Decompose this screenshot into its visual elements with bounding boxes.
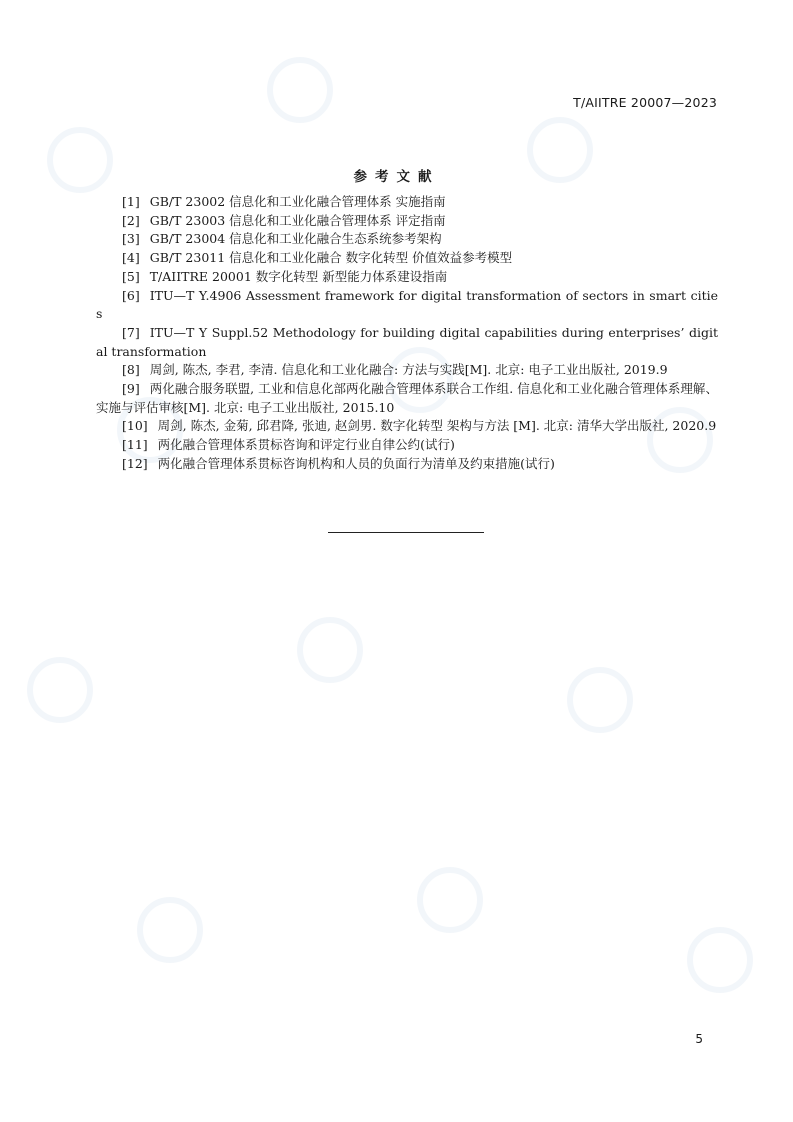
- reference-item: [96, 249, 718, 268]
- reference-text: 周剑, 陈杰, 李君, 李清. 信息化和工业化融合: 方法与实践[M]. 北京: 电子工业出版社, 2019.9: [149, 362, 668, 378]
- reference-number: [3]: [122, 231, 140, 247]
- reference-item: [96, 436, 718, 455]
- reference-text: GB/T 23004 信息化和工业化融合生态系统参考架构: [149, 231, 442, 247]
- reference-text: T/AIITRE 20001 数字化转型 新型能力体系建设指南: [149, 268, 448, 284]
- reference-number: [9]: [122, 381, 140, 397]
- end-rule: [328, 532, 484, 533]
- reference-text: GB/T 23011 信息化和工业化融合 数字化转型 价值效益参考模型: [149, 250, 513, 266]
- reference-item: [96, 417, 718, 436]
- reference-text: GB/T 23002 信息化和工业化融合管理体系 实施指南: [149, 194, 446, 209]
- reference-item: [96, 212, 718, 231]
- reference-list: [96, 193, 718, 474]
- reference-text: GB/T 23003 信息化和工业化融合管理体系 评定指南: [149, 212, 446, 228]
- reference-item: [96, 455, 718, 474]
- reference-number: [2]: [122, 212, 140, 228]
- page-number: 5: [695, 1032, 703, 1046]
- reference-text: 两化融合服务联盟, 工业和信息化部两化融合管理体系联合工作组. 信息化和工业化融合管理体系理解、实施与评估审核[M]. 北京: 电子工业出版社, 2015.10: [96, 381, 718, 415]
- reference-text: ITU—T Y.4906 Assessment framework for digital transformation of sectors in smart cities: [96, 287, 718, 322]
- reference-item: [96, 193, 718, 212]
- reference-number: [8]: [122, 362, 140, 378]
- reference-text: 两化融合管理体系贯标咨询和评定行业自律公约(试行): [157, 437, 455, 453]
- reference-item: [96, 230, 718, 249]
- reference-number: [5]: [122, 268, 140, 284]
- standard-code-header: T/AIITRE 20007—2023: [573, 95, 717, 110]
- reference-item: [96, 268, 718, 287]
- reference-item: [96, 287, 718, 324]
- reference-number: [1]: [122, 194, 140, 209]
- reference-text: ITU—T Y Suppl.52 Methodology for building digital capabilities during enterprises’ digital transformation: [96, 324, 718, 359]
- reference-number: [6]: [122, 287, 140, 303]
- references-title: 参考文献: [353, 169, 440, 185]
- reference-item: [96, 380, 718, 417]
- reference-item: [96, 324, 718, 361]
- reference-number: [4]: [122, 250, 140, 266]
- reference-number: [11]: [122, 437, 148, 453]
- reference-item: [96, 361, 718, 380]
- reference-number: [10]: [122, 418, 148, 434]
- reference-number: [7]: [122, 324, 140, 340]
- reference-text: 周剑, 陈杰, 金菊, 邱君降, 张迪, 赵剑男. 数字化转型 架构与方法 [M]. 北京: 清华大学出版社, 2020.9: [157, 418, 717, 434]
- reference-number: [12]: [122, 455, 148, 471]
- reference-text: 两化融合管理体系贯标咨询机构和人员的负面行为清单及约束措施(试行): [157, 455, 555, 471]
